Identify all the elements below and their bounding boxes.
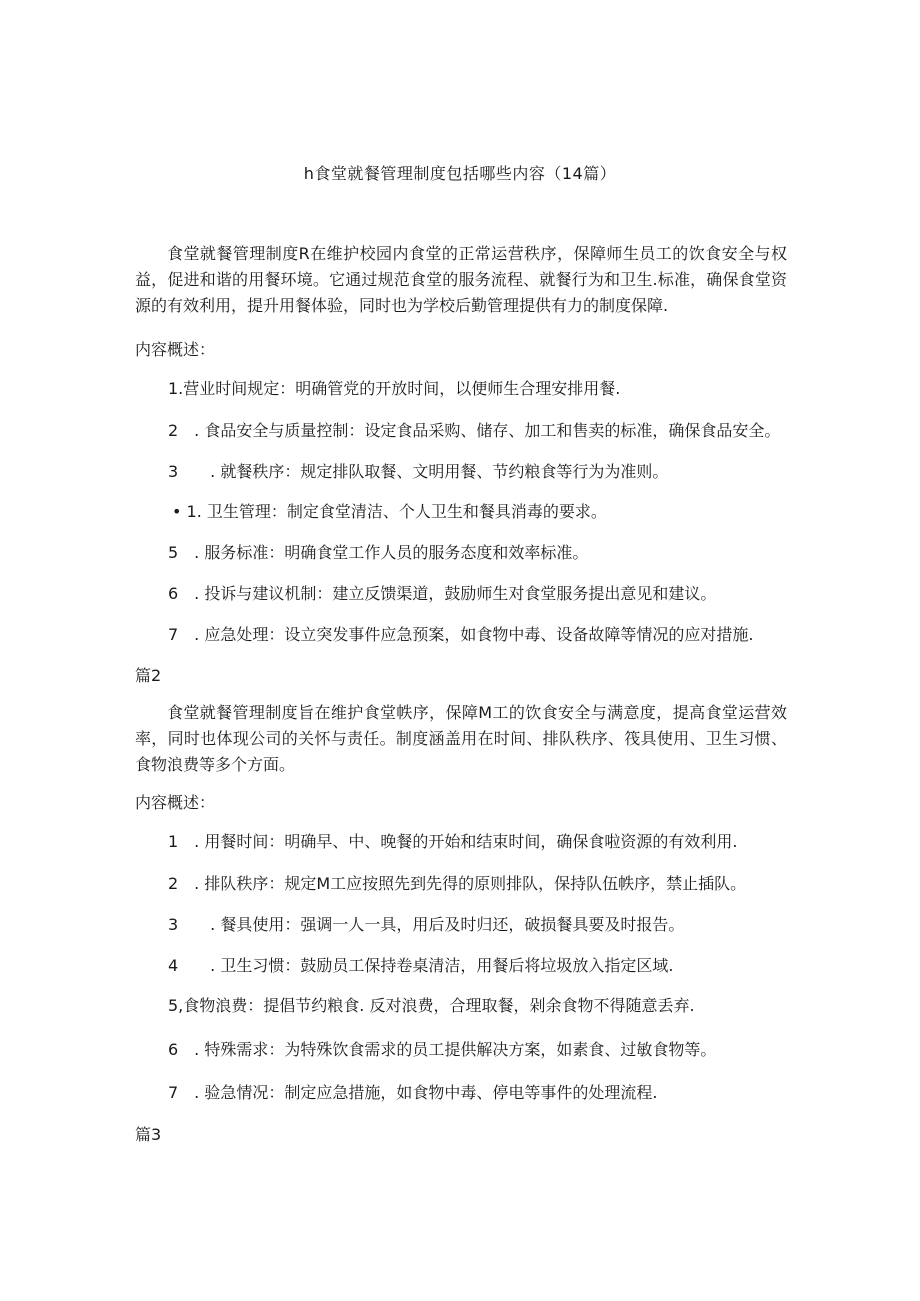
list-item: 3 . 餐具使用：强调一人一具，用后及时归还，破损餐具要及时报告。 [168, 915, 685, 934]
list-item: 5,食物浪费：提倡节约粮食. 反对浪费，合理取餐，剁余食物不得随意丢弃. [168, 996, 695, 1015]
list-item: 2 . 排队秩序：规定M工应按照先到先得的原则排队，保持队伍帙序，禁止插队。 [168, 874, 747, 893]
list-item: • 1. 卫生管理：制定食堂清洁、个人卫生和餐具消毒的要求。 [172, 502, 607, 521]
document-title: h食堂就餐管理制度包括哪些内容（14篇） [303, 164, 617, 183]
overview-heading-2: 内容概述： [135, 793, 216, 812]
list-item: 7 . 验急情况：制定应急措施，如食物中毒、停电等事件的处理流程. [168, 1083, 658, 1102]
list-item: 5 . 服务标准：明确食堂工作人员的服务态度和效率标准。 [168, 543, 589, 562]
section-heading-2: 篇2 [135, 666, 162, 685]
list-item: 1 . 用餐时间：明确早、中、晚餐的开始和结束时间，确保食啦资源的有效利用. [168, 832, 738, 851]
list-item: 6 . 投诉与建议机制：建立反馈渠道，鼓励师生对食堂服务提出意见和建议。 [168, 584, 717, 603]
intro-paragraph-2: 食堂就餐管理制度旨在维护食堂帙序，保障M工的饮食安全与满意度，提高食堂运营效率，同时也体现公司的关怀与责任。制度涵盖用在时间、排队秩序、筏具使用、卫生习惯、食物浪费等多个方面。 [135, 703, 787, 774]
list-item: 2 . 食品安全与质量控制：设定食品采购、储存、加工和售卖的标准，确保食品安全。 [168, 421, 781, 440]
list-item: 7 . 应急处理：设立突发事件应急预案，如食物中毒、设备故障等情况的应对措施. [168, 625, 754, 644]
section-heading-3: 篇3 [135, 1125, 162, 1144]
list-item: 6 . 特殊需求：为特殊饮食需求的员工提供解决方案，如素食、过敏食物等。 [168, 1040, 717, 1059]
intro-paragraph-1: 食堂就餐管理制度R在维护校园内食堂的正常运营秩序，保障师生员工的饮食安全与权益，促进和谐的用餐环境。它通过规范食堂的服务流程、就餐行为和卫生.标准，确保食堂资源的有效利用，提升用餐体验，同时也为学校后勤管理提供有力的制度保障. [135, 244, 787, 315]
list-item: 1.营业时间规定：明确管党的开放时间，以便师生合理安排用餐. [168, 379, 621, 398]
list-item: 4 . 卫生习惯：鼓励员工保持卷桌清洁，用餐后将垃圾放入指定区域. [168, 956, 674, 975]
overview-heading-1: 内容概述： [135, 340, 216, 359]
list-item: 3 . 就餐秩序：规定排队取餐、文明用餐、节约粮食等行为为准则。 [168, 462, 669, 481]
